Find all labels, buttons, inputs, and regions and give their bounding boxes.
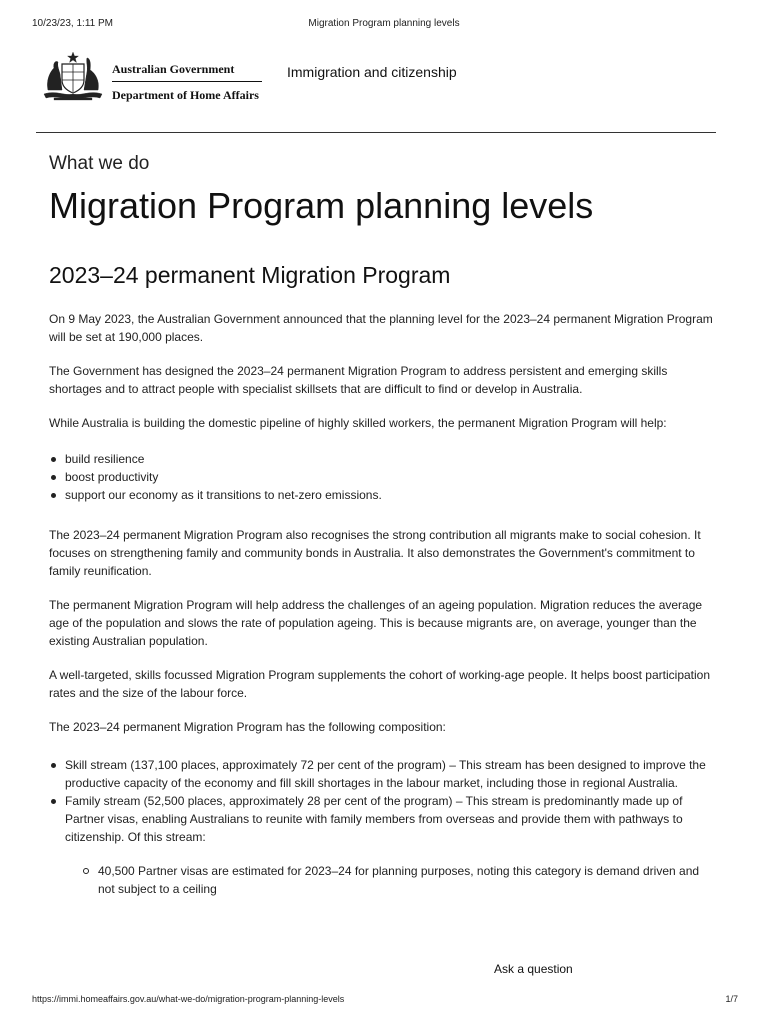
list-item: support our economy as it transitions to net-zero emissions. xyxy=(49,486,719,504)
paragraph-help-intro: While Australia is building the domestic pipeline of highly skilled workers, the permanent Migration Program will help: xyxy=(49,416,667,430)
print-url: https://immi.homeaffairs.gov.au/what-we-do/migration-program-planning-levels xyxy=(32,994,345,1004)
site-header xyxy=(36,50,716,133)
ask-a-question-button[interactable]: Ask a question xyxy=(494,962,573,976)
composition-list xyxy=(49,756,719,898)
main-content xyxy=(49,150,719,898)
paragraph-workforce: A well-targeted, skills focussed Migration Program supplements the cohort of working-age people. It helps boost participation rates and the size of the labour force. xyxy=(49,668,711,700)
coat-of-arms-icon xyxy=(40,50,106,102)
list-item-partner-visas: 40,500 Partner visas are estimated for 2023–24 for planning purposes, noting this category is demand driven and not subject to a ceiling xyxy=(83,862,719,898)
paragraph-social-cohesion: The 2023–24 permanent Migration Program also recognises the strong contribution all migrants make to social cohesion. It focuses on strengthening family and community bonds in Australia. It also demonstrates the Government's commitment to family reunification. xyxy=(49,528,701,578)
paragraph-design: The Government has designed the 2023–24 permanent Migration Program to address persistent and emerging skills shortages and to attract people with specialist skillsets that are difficult to find or develop in Australia. xyxy=(49,364,668,396)
section-link-immigration[interactable]: Immigration and citizenship xyxy=(287,64,457,80)
logo-line-department: Department of Home Affairs xyxy=(112,88,259,102)
paragraph-announcement: On 9 May 2023, the Australian Government announced that the planning level for the 2023–24 permanent Migration Program will be set at 190,000 places. xyxy=(49,312,713,344)
print-header xyxy=(0,14,768,30)
print-doc-title: Migration Program planning levels xyxy=(308,18,460,29)
page-title: Migration Program planning levels xyxy=(49,185,594,226)
family-stream-text: Family stream (52,500 places, approximately 28 per cent of the program) – This stream is predominantly made up of Partner visas, enabling Australians to reunite with family members from overseas and provide them with pathways to citizenship. Of this stream: xyxy=(65,794,683,844)
list-item: build resilience xyxy=(49,450,719,468)
list-item-skill-stream: Skill stream (137,100 places, approximately 72 per cent of the program) – This stream has been designed to improve the productive capacity of the economy and fill skill shortages in the labour market, including those in regional Australia. xyxy=(49,756,719,792)
page-eyebrow: What we do xyxy=(49,153,150,174)
paragraph-composition-intro: The 2023–24 permanent Migration Program has the following composition: xyxy=(49,720,446,734)
paragraph-ageing: The permanent Migration Program will help address the challenges of an ageing population. Migration reduces the average age of the population and slows the rate of population ageing. This is because migrants are, on average, younger than the existing Australian population. xyxy=(49,598,703,648)
list-item: boost productivity xyxy=(49,468,719,486)
print-page-number: 1/7 xyxy=(725,994,738,1004)
print-datetime: 10/23/23, 1:11 PM xyxy=(32,18,113,29)
section-heading: 2023–24 permanent Migration Program xyxy=(49,262,451,288)
family-sub-list xyxy=(83,862,719,898)
help-list xyxy=(49,450,719,504)
government-logo[interactable] xyxy=(40,50,264,106)
logo-text xyxy=(112,62,262,103)
logo-line-government: Australian Government xyxy=(112,62,262,82)
list-item-family-stream xyxy=(49,792,719,898)
